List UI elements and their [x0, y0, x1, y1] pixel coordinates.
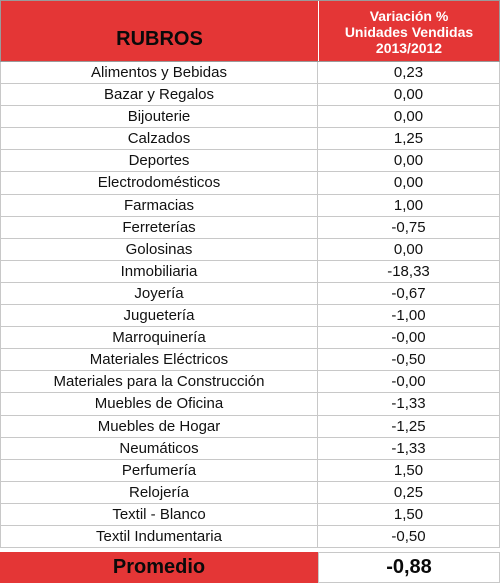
table-row — [0, 106, 500, 128]
table-row — [0, 283, 500, 305]
variation-cell: -1,33 — [318, 438, 500, 459]
variation-cell: -0,75 — [318, 217, 500, 238]
rubro-cell: Joyería — [0, 283, 318, 304]
table-row — [0, 239, 500, 261]
rubro-cell: Ferreterías — [0, 217, 318, 238]
table-row — [0, 217, 500, 239]
rubro-cell: Materiales Eléctricos — [0, 349, 318, 370]
variation-cell: -0,67 — [318, 283, 500, 304]
table-row — [0, 172, 500, 194]
table-row — [0, 195, 500, 217]
rubro-cell: Relojería — [0, 482, 318, 503]
variation-column-header — [319, 1, 499, 61]
variation-cell: -18,33 — [318, 261, 500, 282]
rubros-column-header: RUBROS — [1, 1, 319, 61]
variation-cell: -1,25 — [318, 416, 500, 437]
variation-cell: -1,00 — [318, 305, 500, 326]
variation-cell: 0,00 — [318, 106, 500, 127]
rubro-cell: Electrodomésticos — [0, 172, 318, 193]
variation-cell: -0,50 — [318, 526, 500, 547]
average-value: -0,88 — [318, 552, 500, 583]
table-row — [0, 349, 500, 371]
table-row — [0, 438, 500, 460]
rubro-cell: Perfumería — [0, 460, 318, 481]
variation-cell: 0,00 — [318, 150, 500, 171]
rubro-cell: Materiales para la Construcción — [0, 371, 318, 392]
table-row — [0, 327, 500, 349]
rubro-cell: Muebles de Oficina — [0, 393, 318, 414]
variation-cell: 0,00 — [318, 84, 500, 105]
variation-cell: 0,00 — [318, 239, 500, 260]
table-row — [0, 305, 500, 327]
rubro-cell: Neumáticos — [0, 438, 318, 459]
rubro-cell: Textil - Blanco — [0, 504, 318, 525]
variation-cell: 1,25 — [318, 128, 500, 149]
rubro-cell: Farmacias — [0, 195, 318, 216]
variation-cell: -1,33 — [318, 393, 500, 414]
table-row — [0, 393, 500, 415]
rubro-cell: Bazar y Regalos — [0, 84, 318, 105]
rubro-cell: Inmobiliaria — [0, 261, 318, 282]
rubro-cell: Golosinas — [0, 239, 318, 260]
variation-header-line3: 2013/2012 — [375, 39, 443, 56]
variation-cell: 0,25 — [318, 482, 500, 503]
average-label: Promedio — [0, 552, 318, 583]
variation-cell: -0,00 — [318, 371, 500, 392]
variation-cell: 0,00 — [318, 172, 500, 193]
table-row — [0, 62, 500, 84]
table-row — [0, 526, 500, 548]
table-body — [0, 62, 500, 548]
table-row — [0, 460, 500, 482]
rubro-cell: Calzados — [0, 128, 318, 149]
table-row — [0, 482, 500, 504]
variation-cell: 1,00 — [318, 195, 500, 216]
table-row — [0, 261, 500, 283]
rubro-cell: Bijouterie — [0, 106, 318, 127]
variation-cell: -0,50 — [318, 349, 500, 370]
table-header — [0, 0, 500, 62]
variation-cell: 1,50 — [318, 504, 500, 525]
average-row — [0, 552, 500, 583]
rubro-cell: Muebles de Hogar — [0, 416, 318, 437]
variation-header-line2: Unidades Vendidas — [344, 23, 474, 40]
rubro-cell: Alimentos y Bebidas — [0, 62, 318, 83]
variation-cell: 0,23 — [318, 62, 500, 83]
variation-cell: 1,50 — [318, 460, 500, 481]
rubro-cell: Juguetería — [0, 305, 318, 326]
table-row — [0, 150, 500, 172]
rubro-cell: Marroquinería — [0, 327, 318, 348]
variation-cell: -0,00 — [318, 327, 500, 348]
table-row — [0, 371, 500, 393]
table-row — [0, 504, 500, 526]
variation-header-line1: Variación % — [369, 7, 449, 24]
rubro-cell: Deportes — [0, 150, 318, 171]
rubro-cell: Textil Indumentaria — [0, 526, 318, 547]
table-row — [0, 128, 500, 150]
table-row — [0, 416, 500, 438]
table-row — [0, 84, 500, 106]
